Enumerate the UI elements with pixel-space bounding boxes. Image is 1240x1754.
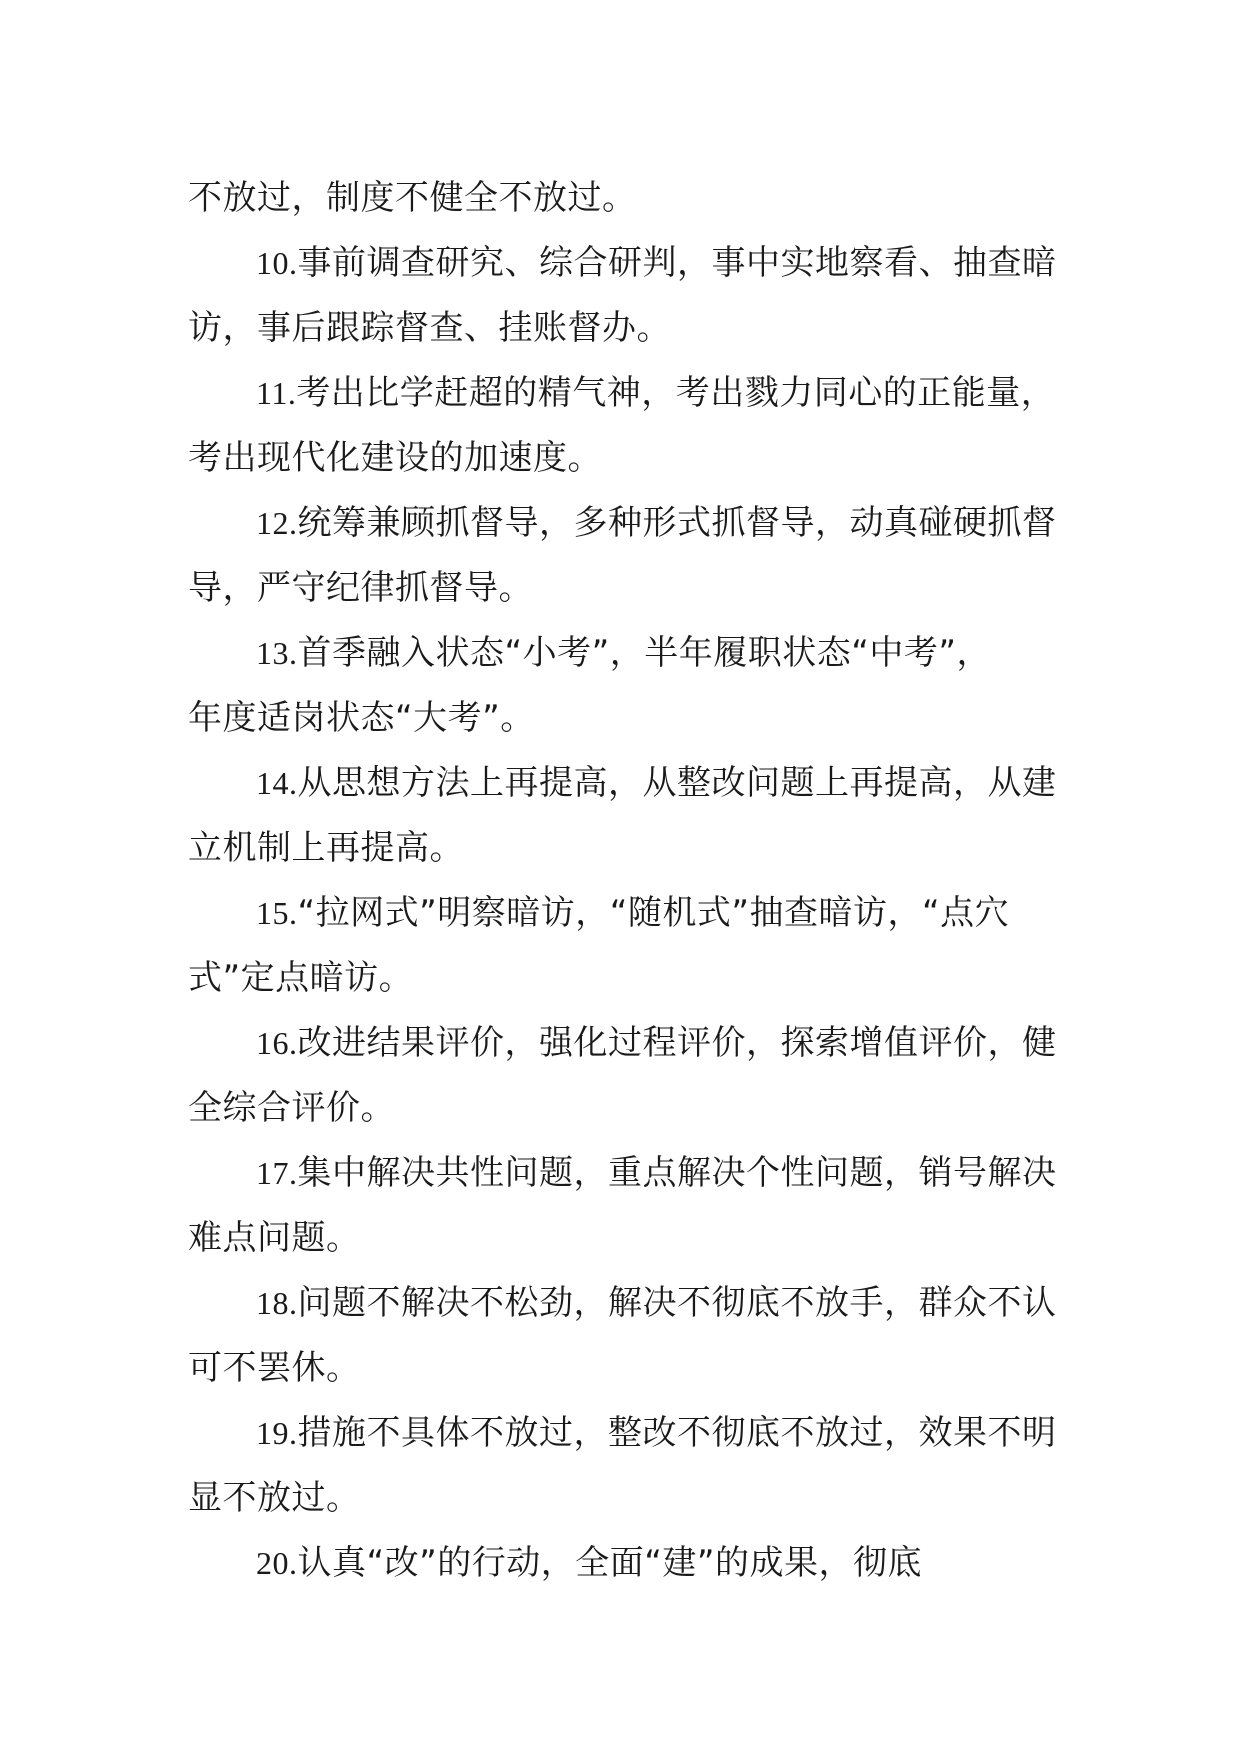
item-14-line-1 <box>188 751 1068 816</box>
item-15-line-2 <box>188 946 1068 1011</box>
line-text: 集中解决共性问题，重点解决个性问题，销号解决 <box>297 1153 1057 1193</box>
line-text: 首季融入状态“小考”，半年履职状态“中考”， <box>297 633 991 673</box>
line-text: 访，事后跟踪督查、挂账督办。 <box>188 308 671 348</box>
item-15-line-1 <box>188 881 1068 946</box>
item-number: 19. <box>256 1415 298 1451</box>
item-11-line-2 <box>188 426 1068 491</box>
item-12-line-2 <box>188 556 1068 621</box>
item-17-line-1 <box>188 1141 1068 1206</box>
line-text: 难点问题。 <box>188 1218 361 1258</box>
item-14-line-2 <box>188 816 1068 881</box>
line-text: 显不放过。 <box>188 1478 361 1518</box>
line-text: 统筹兼顾抓督导，多种形式抓督导，动真碰硬抓督 <box>297 503 1057 543</box>
line-text: 年度适岗状态“大考”。 <box>188 698 535 738</box>
item-16-line-1 <box>188 1011 1068 1076</box>
line-text: 改进结果评价，强化过程评价，探索增值评价，健 <box>297 1023 1057 1063</box>
item-number: 10. <box>256 245 298 281</box>
line-0 <box>188 166 1068 231</box>
line-text: 考出现代化建设的加速度。 <box>188 438 602 478</box>
item-19-line-1 <box>188 1401 1068 1466</box>
item-19-line-2 <box>188 1466 1068 1531</box>
item-number: 14. <box>256 765 298 801</box>
line-text: 可不罢休。 <box>188 1348 361 1388</box>
item-number: 15. <box>256 895 298 931</box>
line-text: 式”定点暗访。 <box>188 958 414 998</box>
item-13-line-2 <box>188 686 1068 751</box>
line-text: 立机制上再提高。 <box>188 828 464 868</box>
item-18-line-2 <box>188 1336 1068 1401</box>
line-text: “拉网式”明察暗访，“随机式”抽查暗访，“点穴 <box>297 893 1010 933</box>
item-number: 17. <box>256 1155 298 1191</box>
item-number: 16. <box>256 1025 298 1061</box>
item-number: 11. <box>256 375 297 411</box>
item-number: 12. <box>256 505 298 541</box>
line-text: 措施不具体不放过，整改不彻底不放过，效果不明 <box>297 1413 1057 1453</box>
line-text: 导，严守纪律抓督导。 <box>188 568 533 608</box>
item-10-line-1 <box>188 231 1068 296</box>
line-text: 问题不解决不松劲，解决不彻底不放手，群众不认 <box>297 1283 1057 1323</box>
item-10-line-2 <box>188 296 1068 361</box>
item-16-line-2 <box>188 1076 1068 1141</box>
item-20-line-1 <box>188 1531 1068 1596</box>
line-text: 考出比学赶超的精气神，考出戮力同心的正能量， <box>296 373 1056 413</box>
line-text: 认真“改”的行动，全面“建”的成果，彻底 <box>297 1543 922 1583</box>
line-text: 事前调查研究、综合研判，事中实地察看、抽查暗 <box>297 243 1057 283</box>
line-text: 不放过，制度不健全不放过。 <box>188 178 637 218</box>
item-18-line-1 <box>188 1271 1068 1336</box>
item-13-line-1 <box>188 621 1068 686</box>
item-number: 18. <box>256 1285 298 1321</box>
document-body <box>188 166 1068 1596</box>
line-text: 全综合评价。 <box>188 1088 395 1128</box>
item-17-line-2 <box>188 1206 1068 1271</box>
item-12-line-1 <box>188 491 1068 556</box>
line-text: 从思想方法上再提高，从整改问题上再提高，从建 <box>297 763 1057 803</box>
item-11-line-1 <box>188 361 1068 426</box>
item-number: 13. <box>256 635 298 671</box>
item-number: 20. <box>256 1545 298 1581</box>
